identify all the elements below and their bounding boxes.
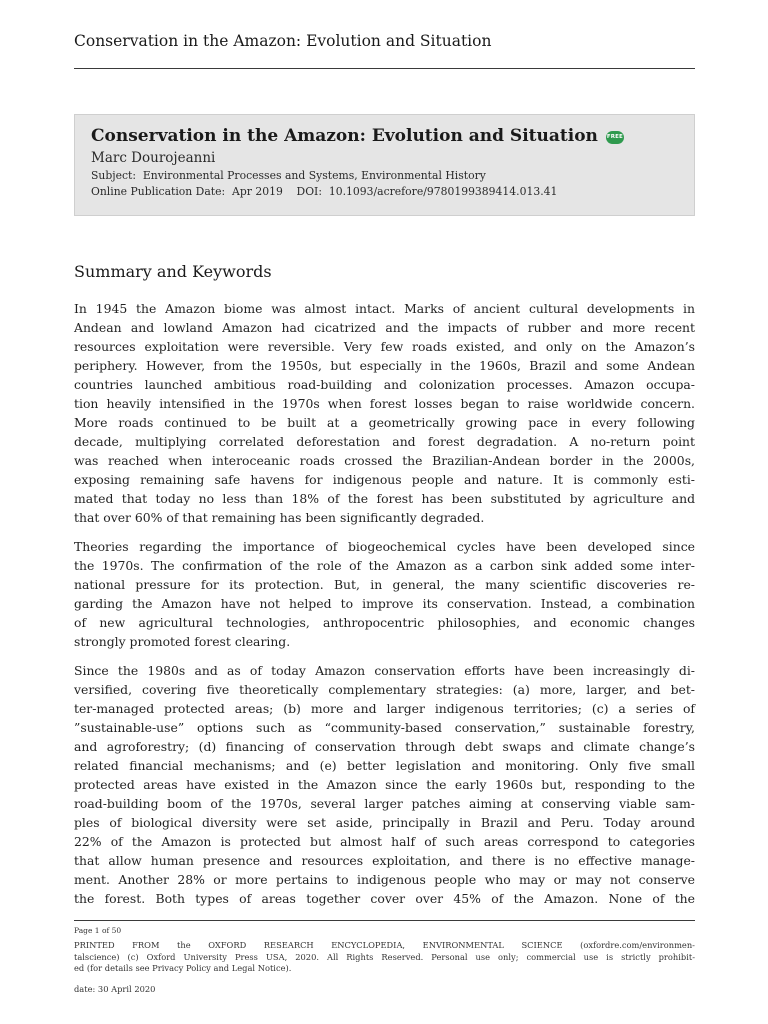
paragraph-line: the 1970s. The confirmation of the role of the Amazon as a carbon sink added some inter- bbox=[74, 558, 695, 573]
header-divider bbox=[74, 68, 695, 69]
free-access-badge-icon: FREE bbox=[606, 131, 624, 144]
paragraph-line: national pressure for its protection. But, in general, the many scientific discoveries re- bbox=[74, 577, 695, 592]
paragraph-line: resources exploitation were reversible. Very few roads existed, and only on the Amazon’s bbox=[74, 339, 695, 354]
document-page bbox=[74, 0, 695, 1024]
page-number: Page 1 of 50 bbox=[74, 926, 122, 935]
paragraph-line: protected areas have existed in the Amazon since the early 1960s but, responding to the bbox=[74, 777, 695, 792]
print-notice bbox=[74, 940, 695, 975]
pubdate-label: Online Publication Date: bbox=[91, 185, 226, 198]
print-notice-line: talscience) (c) Oxford University Press USA, 2020. All Rights Reserved. Personal use only; commercial use is strictly prohibit- bbox=[74, 951, 695, 962]
paragraph-line: road-building boom of the 1970s, several larger patches aiming at conserving viable sam- bbox=[74, 796, 695, 811]
summary-paragraph bbox=[74, 661, 695, 908]
paragraph-line: countries launched ambitious road-building and colonization processes. Amazon occupa- bbox=[74, 377, 695, 392]
paragraph-line: ter-managed protected areas; (b) more and larger indigenous territories; (c) a series of bbox=[74, 701, 695, 716]
paragraph-line: garding the Amazon have not helped to improve its conservation. Instead, a combination bbox=[74, 596, 695, 611]
paragraph-line: of new agricultural technologies, anthropocentric philosophies, and economic changes bbox=[74, 615, 695, 630]
paragraph-line: tion heavily intensified in the 1970s when forest losses began to raise worldwide concern. bbox=[74, 396, 695, 411]
paragraph-line: was reached when interoceanic roads crossed the Brazilian-Andean border in the 2000s, bbox=[74, 453, 695, 468]
paragraph-line: periphery. However, from the 1950s, but especially in the 1960s, Brazil and some Andean bbox=[74, 358, 695, 373]
section-heading: Summary and Keywords bbox=[74, 262, 272, 281]
paragraph-line: strongly promoted forest clearing. bbox=[74, 634, 291, 649]
article-publication-info bbox=[91, 185, 678, 198]
paragraph-line: decade, multiplying correlated deforestation and forest degradation. A no-return point bbox=[74, 434, 695, 449]
doi-label: DOI: bbox=[296, 185, 322, 198]
paragraph-line: mated that today no less than 18% of the forest has been substituted by agriculture and bbox=[74, 491, 695, 506]
paragraph-line: related financial mechanisms; and (e) better legislation and monitoring. Only five small bbox=[74, 758, 695, 773]
paragraph-line: the forest. Both types of areas together cover over 45% of the Amazon. None of the bbox=[74, 891, 695, 906]
print-notice-line: PRINTED FROM the OXFORD RESEARCH ENCYCLOPEDIA, ENVIRONMENTAL SCIENCE (oxfordre.com/environmen- bbox=[74, 940, 695, 950]
paragraph-line: More roads continued to be built at a geometrically growing pace in every following bbox=[74, 415, 695, 430]
print-notice-line: ed (for details see Privacy Policy and Legal Notice). bbox=[74, 963, 292, 973]
article-title bbox=[91, 126, 678, 146]
paragraph-line: versified, covering five theoretically complementary strategies: (a) more, larger, and bet- bbox=[74, 682, 695, 697]
summary-paragraph bbox=[74, 299, 695, 527]
paragraph-line: that allow human presence and resources exploitation, and there is no effective manage- bbox=[74, 853, 695, 868]
paragraph-line: Andean and lowland Amazon had cicatrized and the impacts of rubber and more recent bbox=[74, 320, 695, 335]
print-date: date: 30 April 2020 bbox=[74, 984, 156, 994]
paragraph-line: Theories regarding the importance of biogeochemical cycles have been developed since bbox=[74, 539, 695, 554]
paragraph-line: Since the 1980s and as of today Amazon conservation efforts have been increasingly di- bbox=[74, 663, 695, 678]
article-title-text: Conservation in the Amazon: Evolution and Situation bbox=[91, 126, 598, 146]
paragraph-line: that over 60% of that remaining has been significantly degraded. bbox=[74, 510, 485, 525]
summary-body bbox=[74, 299, 695, 918]
article-author: Marc Dourojeanni bbox=[91, 150, 216, 166]
article-metadata-box bbox=[74, 114, 695, 216]
subject-value: Environmental Processes and Systems, Environmental History bbox=[142, 169, 486, 182]
paragraph-line: 22% of the Amazon is protected but almost half of such areas correspond to categories bbox=[74, 834, 695, 849]
paragraph-line: and agroforestry; (d) financing of conservation through debt swaps and climate change’s bbox=[74, 739, 695, 754]
footer-divider bbox=[74, 920, 695, 921]
paragraph-line: ment. Another 28% or more pertains to indigenous people who may or may not conserve bbox=[74, 872, 695, 887]
subject-label: Subject: bbox=[91, 169, 137, 182]
paragraph-line: ”sustainable-use” options such as “community-based conservation,” sustainable forestry, bbox=[74, 720, 695, 735]
doi-value: 10.1093/acrefore/9780199389414.013.41 bbox=[328, 185, 558, 198]
running-header: Conservation in the Amazon: Evolution and Situation bbox=[74, 32, 492, 50]
paragraph-line: In 1945 the Amazon biome was almost intact. Marks of ancient cultural developments in bbox=[74, 301, 695, 316]
paragraph-line: exposing remaining safe havens for indigenous people and nature. It is commonly esti- bbox=[74, 472, 695, 487]
paragraph-line: ples of biological diversity were set aside, principally in Brazil and Peru. Today around bbox=[74, 815, 695, 830]
pubdate-value: Apr 2019 bbox=[232, 185, 283, 198]
summary-paragraph bbox=[74, 537, 695, 651]
article-subject bbox=[91, 169, 678, 182]
